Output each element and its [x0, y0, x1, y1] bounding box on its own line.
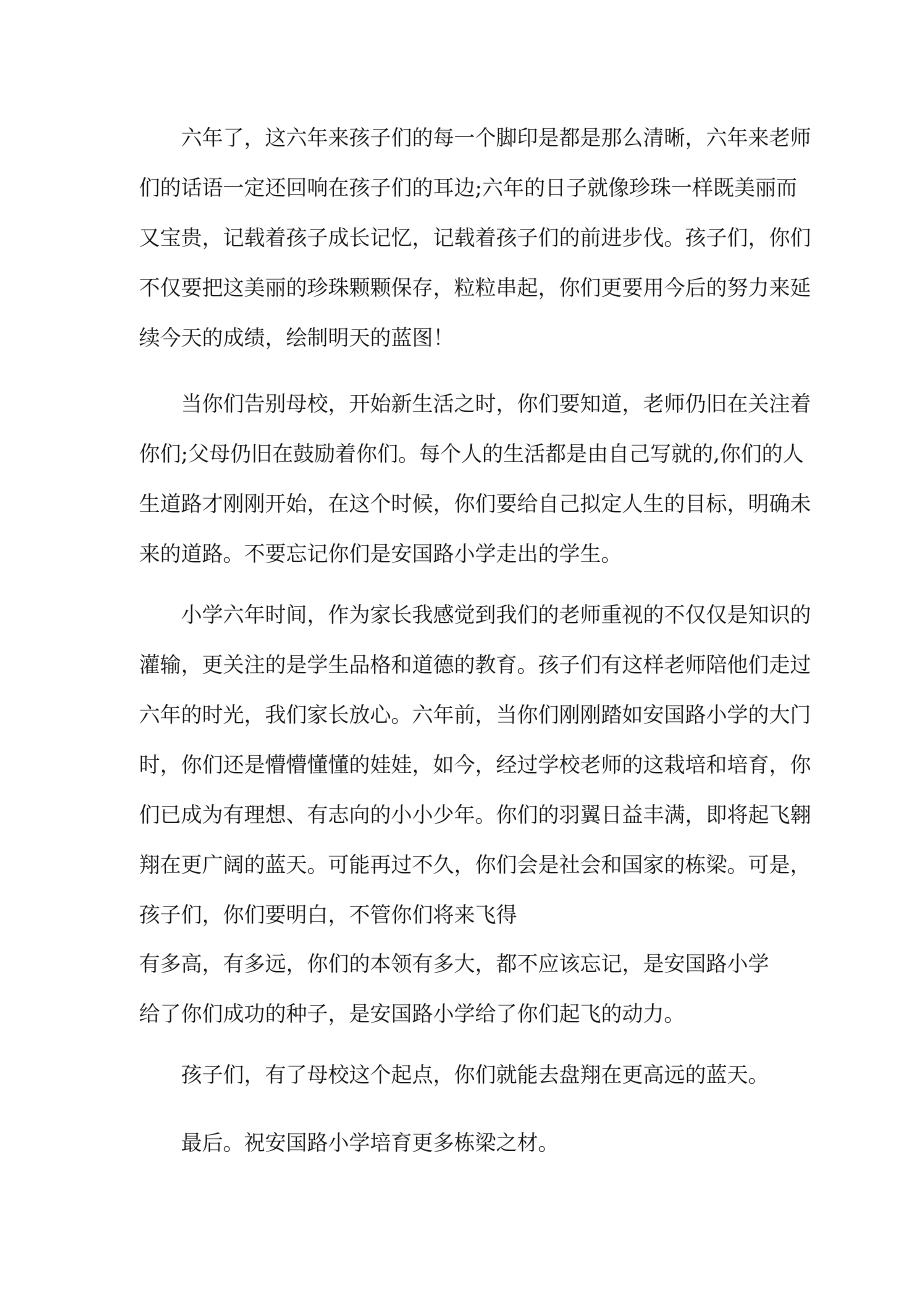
paragraph-1-line-5: 续今天的成绩，绘制明天的蓝图！	[139, 326, 454, 350]
paragraph-3-line-6: 翔在更广阔的蓝天。可能再过不久，你们会是社会和国家的栋梁。可是，	[139, 853, 811, 877]
paragraph-4-line-1: 有多高，有多远，你们的本领有多大，都不应该忘记，是安国路小学	[139, 952, 769, 976]
paragraph-3-line-3: 六年的时光，我们家长放心。六年前，当你们刚刚踏如安国路小学的大门	[139, 703, 811, 727]
paragraph-6-line-1: 最后。祝安国路小学培育更多栋梁之材。	[181, 1131, 559, 1155]
paragraph-1-line-1: 六年了，这六年来孩子们的每一个脚印是都是那么清晰，六年来老师	[181, 126, 811, 150]
paragraph-5-line-1: 孩子们，有了母校这个起点，你们就能去盘翔在更高远的蓝天。	[181, 1063, 769, 1087]
paragraph-2-line-3: 生道路才刚刚开始，在这个时候，你们要给自己拟定人生的目标，明确未	[139, 492, 811, 516]
paragraph-3-line-5: 们已成为有理想、有志向的小小少年。你们的羽翼日益丰满，即将起飞翱	[139, 803, 811, 827]
paragraph-1-line-4: 不仅要把这美丽的珍珠颗颗保存，粒粒串起，你们更要用今后的努力来延	[139, 276, 811, 300]
paragraph-2-line-4: 来的道路。不要忘记你们是安国路小学走出的学生。	[139, 542, 622, 566]
paragraph-1-line-2: 们的话语一定还回响在孩子们的耳边;六年的日子就像珍珠一样既美丽而	[139, 176, 798, 200]
paragraph-4-line-2: 给了你们成功的种子，是安国路小学给了你们起飞的动力。	[139, 1002, 685, 1026]
paragraph-1-line-3: 又宝贵，记载着孩子成长记忆，记载着孩子们的前进步伐。孩子们，你们	[139, 226, 811, 250]
paragraph-3-line-1: 小学六年时间，作为家长我感觉到我们的老师重视的不仅仅是知识的	[181, 603, 811, 627]
paragraph-3-line-2: 灌输，更关注的是学生品格和道德的教育。孩子们有这样老师陪他们走过	[139, 653, 811, 677]
paragraph-2-line-2: 你们;父母仍旧在鼓励着你们。每个人的生活都是由自己写就的,你们的人	[139, 442, 804, 466]
paragraph-3-line-7: 孩子们，你们要明白，不管你们将来飞得	[139, 903, 517, 927]
paragraph-3-line-4: 时，你们还是懵懵懂懂的娃娃，如今，经过学校老师的这栽培和培育，你	[139, 753, 811, 777]
paragraph-2-line-1: 当你们告别母校，开始新生活之时，你们要知道，老师仍旧在关注着	[181, 392, 811, 416]
